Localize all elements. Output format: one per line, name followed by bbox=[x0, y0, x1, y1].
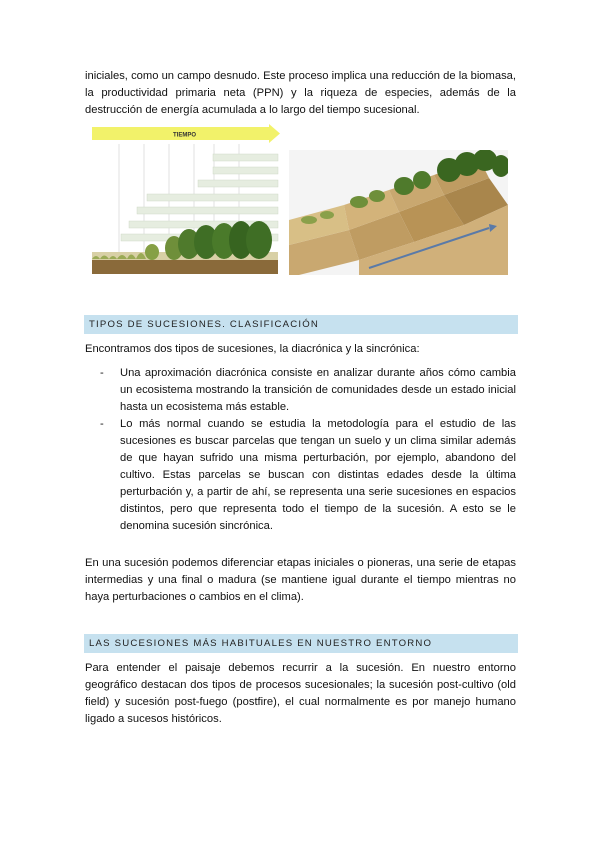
list-dash: - bbox=[100, 418, 104, 430]
list-item-text: Lo más normal cuando se estudia la metodología para el estudio de las sucesiones es buscar parcelas que tengan un suelo y un clima similar además de que hayan sufrido una misma perturbación, por ejemplo, abandono del cultivo. Estas parcelas se buscan con distintas edades desde la última perturbación y, a partir de ahí, se representa una serie sucesiones en espacios distintos, pero que representa todo el tiempo de la sucesión. A esto se le denomina sucesión sincrónica. bbox=[120, 418, 516, 532]
stage-bar bbox=[213, 167, 278, 174]
stage-bar bbox=[137, 207, 278, 214]
paragraph-types-intro: Encontramos dos tipos de sucesiones, la diacrónica y la sincrónica: bbox=[85, 343, 420, 355]
list-item bbox=[100, 365, 516, 416]
paragraph-landscape: Para entender el paisaje debemos recurrir a la sucesión. En nuestro entorno geográfico destacan dos tipos de procesos sucesionales; la sucesión post-cultivo (old field) y sucesión post-fuego (postfire), el cual normalmente es por manejo humano ligado a sucesos históricos. bbox=[85, 662, 516, 725]
succession-landscape-figure bbox=[289, 150, 508, 275]
list-item bbox=[100, 416, 516, 535]
time-arrow-label: TIEMPO bbox=[173, 132, 197, 139]
list-item-text: Una aproximación diacrónica consiste en analizar durante años cómo cambia un ecosistema mostrando la transición de comunidades desde un estado inicial hasta un ecosistema más estable. bbox=[120, 367, 516, 413]
stage-bar bbox=[213, 154, 278, 161]
section-heading-habitual: LAS SUCESIONES MÁS HABITUALES EN NUESTRO ENTORNO bbox=[84, 634, 518, 653]
paragraph-stages: En una sucesión podemos diferenciar etapas iniciales o pioneras, una serie de etapas intermedias y una final o madura (se mantiene igual durante el tiempo mientras no haya perturbaciones o cambios en el clima). bbox=[85, 557, 516, 603]
succession-timeline-figure bbox=[89, 124, 282, 276]
list-dash: - bbox=[100, 367, 104, 379]
stage-bar bbox=[198, 180, 278, 187]
time-arrow-head bbox=[269, 124, 280, 143]
section-heading-types: TIPOS DE SUCESIONES. CLASIFICACIÓN bbox=[84, 315, 518, 334]
paragraph-intro-continuation: iniciales, como un campo desnudo. Este proceso implica una reducción de la biomasa, la productividad primaria neta (PPN) y la riqueza de especies, además de la destrucción de energía acumulada a lo largo del tiempo sucesional. bbox=[85, 70, 516, 116]
stage-bar bbox=[147, 194, 278, 201]
succession-types-list bbox=[100, 365, 516, 535]
